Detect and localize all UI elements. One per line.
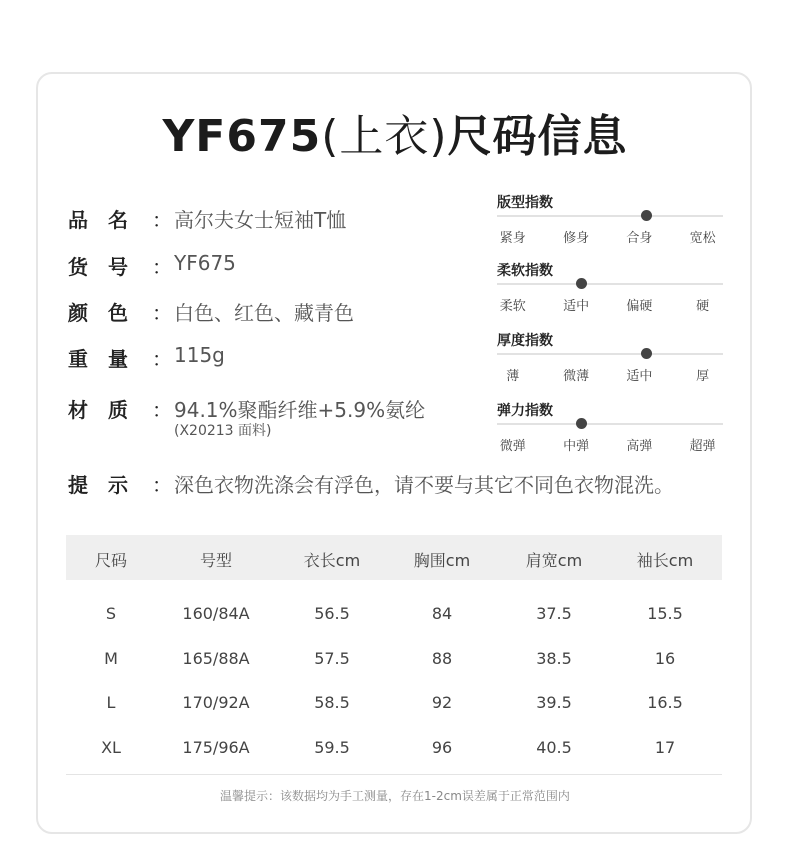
info-value: 白色、红色、藏青色: [174, 301, 354, 325]
size-table-cell: 160/84A: [182, 604, 250, 623]
size-table-cell: 38.5: [536, 649, 572, 668]
index-option: 柔软: [499, 299, 526, 314]
index-option: 紧身: [499, 231, 526, 246]
index-labels: [497, 365, 723, 383]
info-value: 115g: [174, 343, 225, 367]
info-colon: ：: [152, 347, 172, 371]
title-code: YF675: [162, 111, 322, 162]
index-option: 中弹: [563, 439, 590, 454]
size-table-cell: L: [106, 693, 116, 712]
size-table-header: [66, 535, 722, 580]
table-divider: [66, 774, 722, 775]
index-track: [497, 213, 723, 219]
info-label: 品 名: [68, 208, 128, 232]
index-option: 薄: [506, 369, 520, 384]
size-table-cell: 88: [431, 649, 453, 668]
index-track: [497, 351, 723, 357]
elasticity-index: [497, 400, 723, 453]
page-title: [0, 100, 790, 164]
size-table-header-cell: 衣长cm: [303, 551, 361, 570]
info-colon: ：: [152, 473, 172, 497]
index-option: 微弹: [499, 439, 526, 454]
size-table-cell: 15.5: [647, 604, 683, 623]
index-track: [497, 421, 723, 427]
index-title: 厚度指数: [497, 333, 553, 349]
index-marker: [576, 278, 587, 289]
index-option: 超弹: [689, 439, 716, 454]
size-table-header-cell: 胸围cm: [413, 551, 471, 570]
size-table-cell: S: [105, 604, 117, 623]
size-table-cell: 84: [431, 604, 453, 623]
index-track: [497, 281, 723, 287]
index-option: 微薄: [563, 369, 590, 384]
index-title: 弹力指数: [497, 403, 553, 419]
index-option: 适中: [563, 299, 590, 314]
info-label: 货 号: [68, 255, 128, 279]
index-marker: [576, 418, 587, 429]
info-label: 颜 色: [68, 301, 128, 325]
size-table-header-cell: 肩宽cm: [525, 551, 583, 570]
size-table-cell: 39.5: [536, 693, 572, 712]
size-table-header-cell: 尺码: [94, 551, 128, 570]
size-table-cell: 58.5: [314, 693, 350, 712]
info-colon: ：: [152, 208, 172, 232]
index-option: 厚: [696, 369, 710, 384]
index-title: 版型指数: [497, 195, 553, 211]
index-labels: [497, 435, 723, 453]
index-option: 合身: [626, 231, 653, 246]
size-table-cell: 56.5: [314, 604, 350, 623]
measurement-footnote: 温馨提示：该数据均为手工测量，存在1-2cm误差属于正常范围内: [220, 789, 570, 803]
fit-index: [497, 192, 723, 245]
size-table-cell: 37.5: [536, 604, 572, 623]
size-table-cell: 92: [431, 693, 453, 712]
index-option: 修身: [563, 231, 590, 246]
info-value: YF675: [174, 251, 236, 275]
size-table-header-cell: 袖长cm: [636, 551, 694, 570]
size-table-cell: M: [104, 649, 118, 668]
index-marker: [641, 210, 652, 221]
index-option: 偏硬: [626, 299, 653, 314]
thickness-index: [497, 330, 723, 383]
size-table-cell: 170/92A: [182, 693, 250, 712]
size-table-cell: 175/96A: [182, 738, 250, 757]
size-table-cell: 16: [654, 649, 676, 668]
info-value: 深色衣物洗涤会有浮色，请不要与其它不同色衣物混洗。: [174, 473, 674, 497]
index-option: 硬: [696, 299, 710, 314]
size-table-cell: 96: [431, 738, 453, 757]
info-value: 94.1%聚酯纤维+5.9%氨纶: [174, 398, 426, 422]
size-table-cell: 165/88A: [182, 649, 250, 668]
size-table-cell: 40.5: [536, 738, 572, 757]
index-option: 高弹: [626, 439, 653, 454]
info-label: 材 质: [68, 398, 128, 422]
index-title: 柔软指数: [497, 263, 553, 279]
size-table-cell: 59.5: [314, 738, 350, 757]
index-marker: [641, 348, 652, 359]
title-paren: (上衣): [321, 111, 448, 162]
info-label: 重 量: [68, 347, 128, 371]
index-labels: [497, 227, 723, 245]
size-table-cell: 17: [654, 738, 676, 757]
info-value: 高尔夫女士短袖T恤: [174, 208, 347, 232]
info-colon: ：: [152, 398, 172, 422]
size-table-cell: 16.5: [647, 693, 683, 712]
size-table-cell: XL: [101, 738, 121, 757]
material-fabric-code: (X20213 面料): [174, 423, 272, 439]
size-table-header-cell: 号型: [199, 551, 233, 570]
info-colon: ：: [152, 255, 172, 279]
title-suffix: 尺码信息: [447, 111, 628, 162]
info-colon: ：: [152, 301, 172, 325]
index-option: 宽松: [689, 231, 716, 246]
softness-index: [497, 260, 723, 313]
index-labels: [497, 295, 723, 313]
info-label: 提 示: [68, 473, 128, 497]
size-table-cell: 57.5: [314, 649, 350, 668]
index-option: 适中: [626, 369, 653, 384]
